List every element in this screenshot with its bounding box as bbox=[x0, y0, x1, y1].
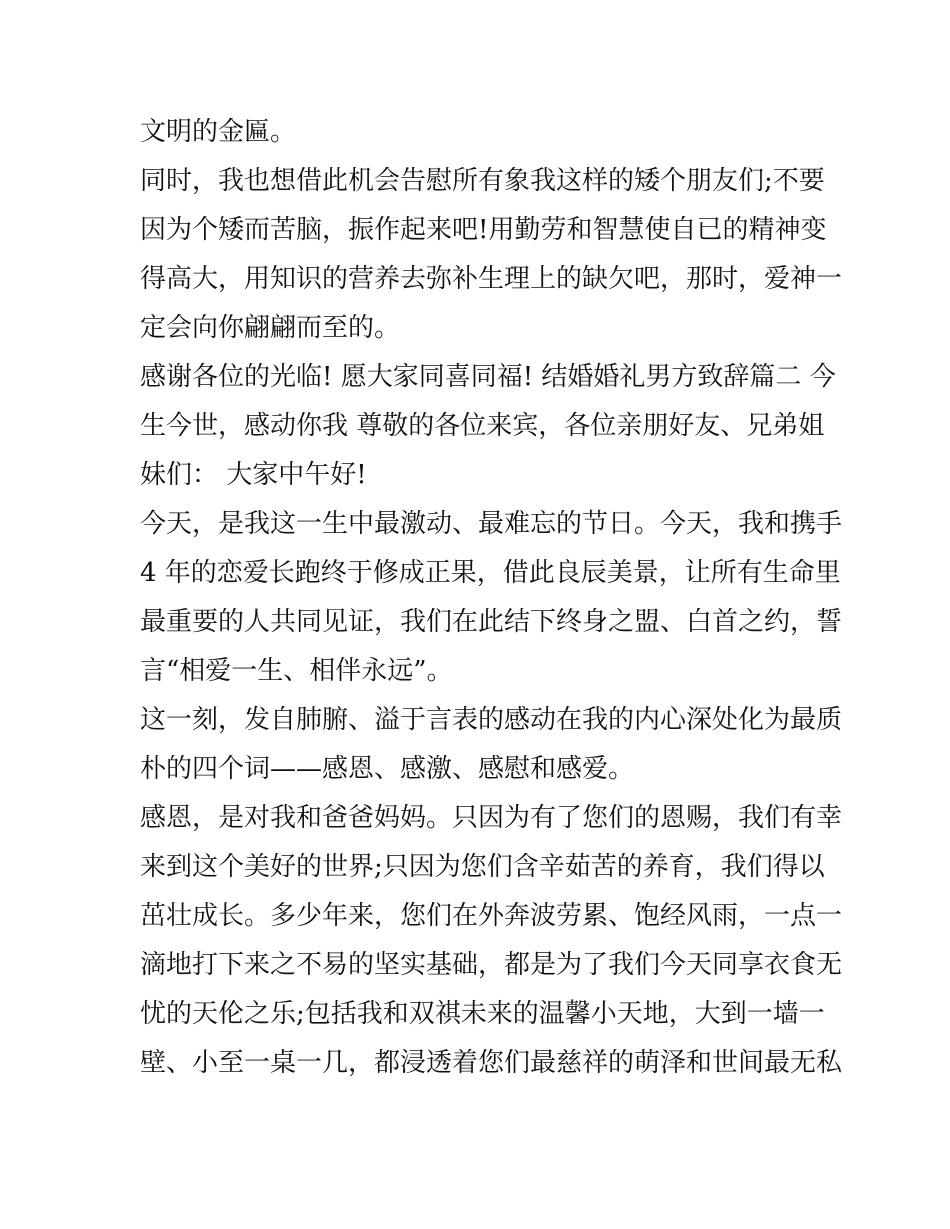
text-line: 壁、小至一桌一几，都浸透着您们最慈祥的萌泽和世间最无私 bbox=[140, 1048, 843, 1078]
text-line: 朴的四个词——感恩、感激、感慰和感爱。 bbox=[140, 754, 635, 784]
text-line: 文明的金匾。 bbox=[140, 117, 297, 147]
text-line: 得高大，用知识的营养去弥补生理上的缺欠吧，那时，爱神一 bbox=[140, 264, 843, 294]
text-line: 定会向你翩翩而至的。 bbox=[140, 313, 401, 343]
text-line: 感谢各位的光临! 愿大家同喜同福! 结婚婚礼男方致辞篇二 今 bbox=[140, 362, 836, 392]
text-line: 最重要的人共同见证，我们在此结下终身之盟、白首之约，誓 bbox=[140, 607, 843, 637]
text-line: 4 年的恋爱长跑终于修成正果，借此良辰美景，让所有生命里 bbox=[140, 558, 841, 588]
text-line: 今天，是我这一生中最激动、最难忘的节日。今天，我和携手 bbox=[140, 509, 843, 539]
document-body bbox=[140, 108, 843, 1088]
text-line: 来到这个美好的世界;只因为您们含辛茹苦的养育，我们得以 bbox=[140, 852, 825, 882]
text-line: 感恩，是对我和爸爸妈妈。只因为有了您们的恩赐，我们有幸 bbox=[140, 803, 843, 833]
text-line: 这一刻，发自肺腑、溢于言表的感动在我的内心深处化为最质 bbox=[140, 705, 843, 735]
text-line: 妹们： 大家中午好! bbox=[140, 460, 367, 490]
text-line: 生今世，感动你我 尊敬的各位来宾，各位亲朋好友、兄弟姐 bbox=[140, 411, 825, 441]
text-line: 忧的天伦之乐;包括我和双祺未来的温馨小天地，大到一墙一 bbox=[140, 999, 825, 1029]
text-line: 言“相爱一生、相伴永远”。 bbox=[140, 656, 453, 686]
text-line: 滴地打下来之不易的坚实基础，都是为了我们今天同享衣食无 bbox=[140, 950, 843, 980]
text-line: 因为个矮而苦脑，振作起来吧!用勤劳和智慧使自已的精神变 bbox=[140, 215, 827, 245]
text-line: 同时，我也想借此机会告慰所有象我这样的矮个朋友们;不要 bbox=[140, 166, 825, 196]
text-line: 茁壮成长。多少年来，您们在外奔波劳累、饱经风雨，一点一 bbox=[140, 901, 843, 931]
